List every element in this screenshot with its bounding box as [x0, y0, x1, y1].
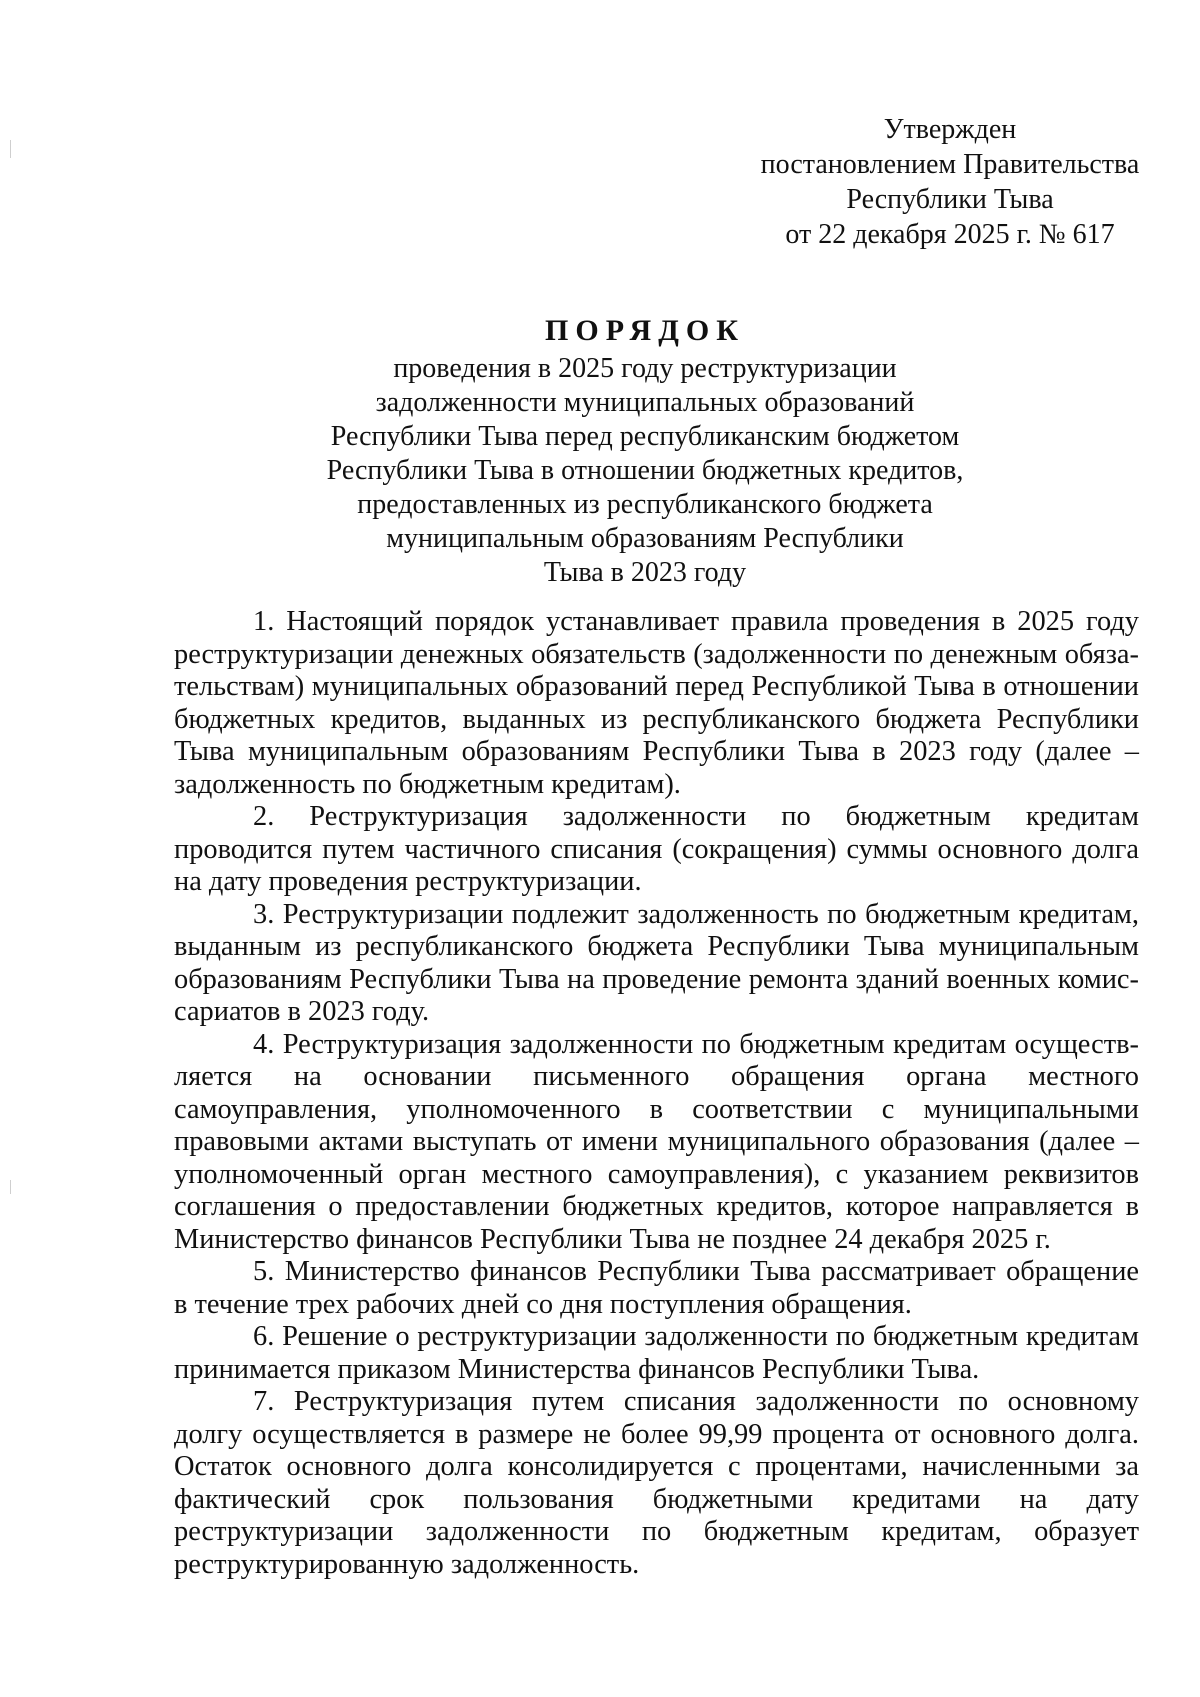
document-body [174, 606, 1139, 1581]
paragraph-1: 1. Настоящий порядок устанавливает правила проведения в 2025 году реструктуризации денежных обязательств (задолженности по денежным обязательствам) муниципальных образований перед Республикой Тыва в отношении бюджетных кредитов, выданных из республиканского бюджета Республики Тыва муниципальным образованиям Республики Тыва в 2023 году (далее – задолженность по бюджетным кредитам). [174, 606, 1139, 800]
paragraph-7: 7. Реструктуризация путем списания задолженности по основному долгу осуществляется в размере не более 99,99 процента от основного долга. Остаток основного долга консолидируется с процентами, начисленными за фактический срок пользования бюджетными кредитами на дату реструктуризации задолженности по бюджетным кредитам, образует реструктурированную задолженность. [174, 1386, 1139, 1580]
subtitle-line: Тыва в 2023 году [543, 557, 747, 588]
approval-stamp-block [755, 112, 1145, 252]
paragraph-3: 3. Реструктуризации подлежит задолженность по бюджетным кредитам, выданным из республиканского бюджета Республики Тыва муниципальным образованиям Республики Тыва на проведение ремонта зданий военных комиссариатов в 2023 году. [174, 898, 1139, 1027]
paragraph-5: 5. Министерство финансов Республики Тыва рассматривает обращение в течение трех рабочих дней со дня поступления обращения. [174, 1256, 1139, 1320]
document-title: ПОРЯДОК [545, 314, 745, 347]
approval-line: Утвержден [883, 114, 1017, 145]
subtitle-line: Республики Тыва в отношении бюджетных кредитов, [326, 455, 964, 486]
paragraph-6: 6. Решение о реструктуризации задолженности по бюджетным кредитам принимается приказом Министерства финансов Республики Тыва. [174, 1321, 1139, 1385]
approval-line: постановлением Правительства [760, 149, 1140, 180]
subtitle-line: проведения в 2025 году реструктуризации [393, 353, 897, 384]
title-block [150, 312, 1140, 590]
approval-date-number: от 22 декабря 2025 г. № 617 [785, 219, 1115, 250]
subtitle-line: задолженности муниципальных образований [375, 387, 915, 418]
subtitle-line: Республики Тыва перед республиканским бюджетом [330, 421, 960, 452]
scan-margin-mark [10, 140, 11, 158]
approval-line: Республики Тыва [846, 184, 1054, 215]
paragraph-2: 2. Реструктуризация задолженности по бюджетным кредитам проводится путем частичного списания (сокращения) суммы основного долга на дату проведения реструктуризации. [174, 801, 1139, 897]
document-subtitle [150, 352, 1140, 590]
subtitle-line: муниципальным образованиям Республики [386, 523, 904, 554]
subtitle-line: предоставленных из республиканского бюджета [357, 489, 933, 520]
paragraph-4: 4. Реструктуризация задолженности по бюджетным кредитам осуществляется на основании письменного обращения органа местного самоуправления, уполномоченного в соответствии с муниципальными правовыми актами выступать от имени муниципального образования (далее – уполномоченный орган местного самоуправления), с указанием реквизитов соглашения о предоставлении бюджетных кредитов, которое направляется в Министерство финансов Республики Тыва не позднее 24 декабря 2025 г. [174, 1028, 1139, 1255]
scan-margin-mark [10, 1180, 11, 1194]
